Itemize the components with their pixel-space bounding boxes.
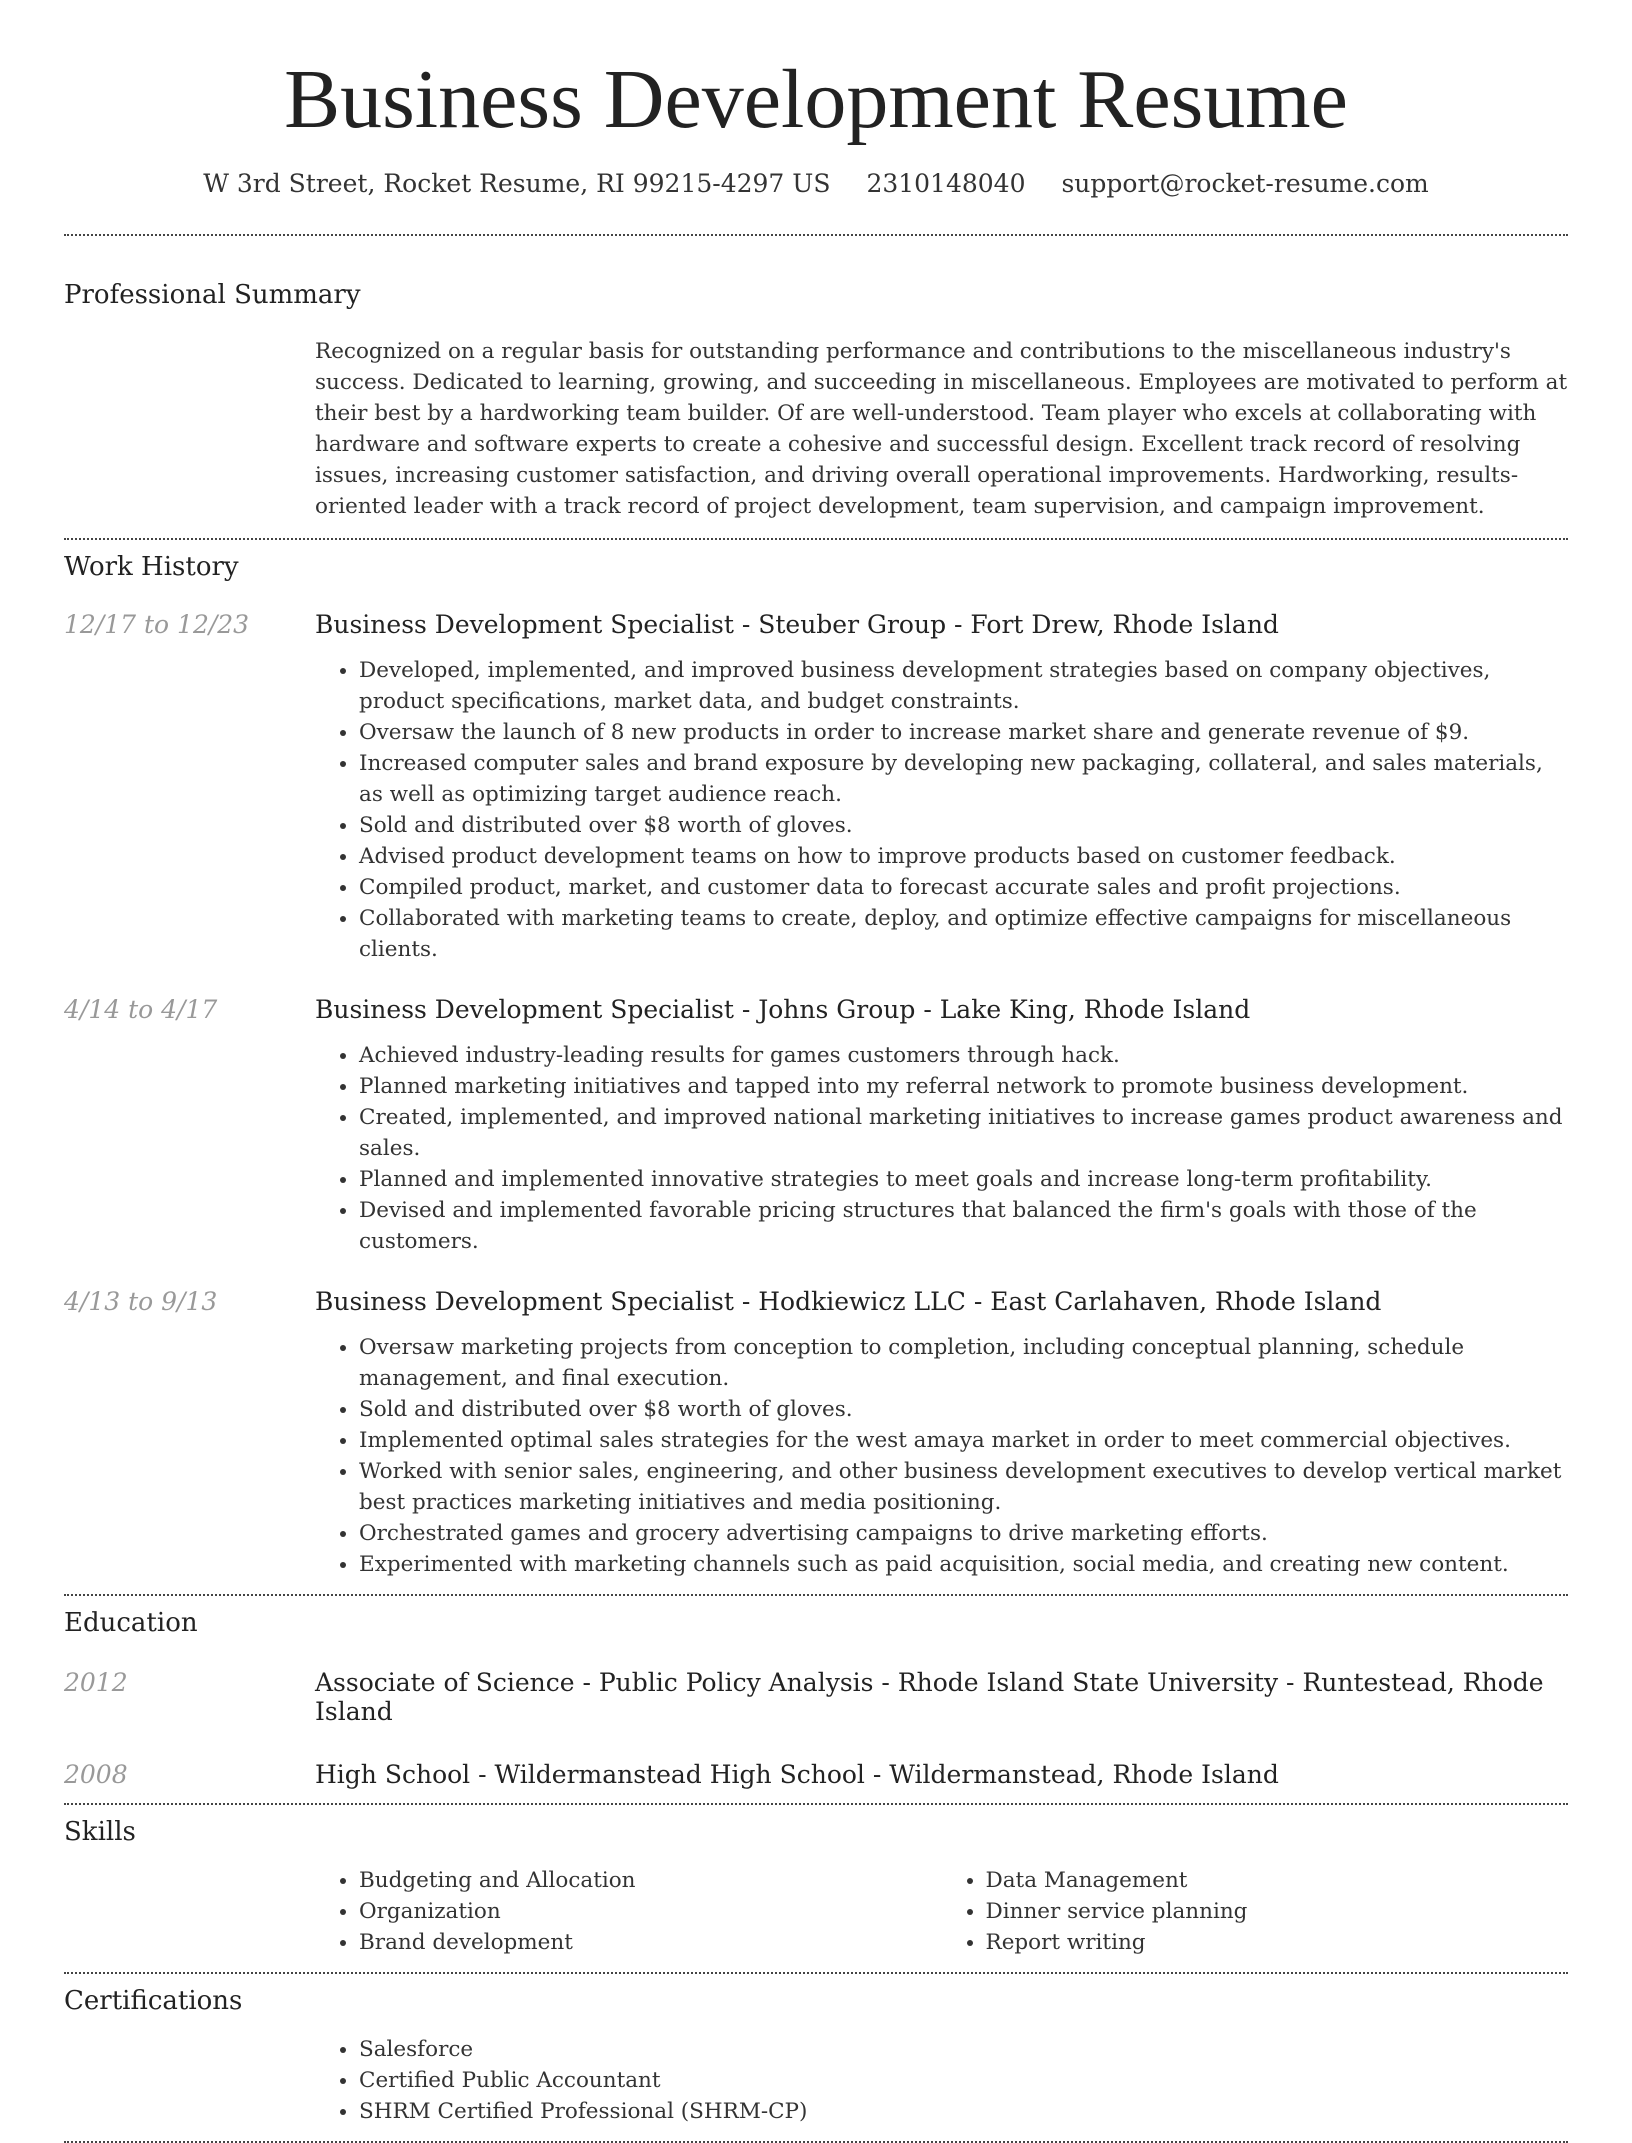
job-bullet: • Implemented optimal sales strategies for the west amaya market in order to meet commercial objectives. <box>359 1425 1568 1456</box>
job-bullet: • Increased computer sales and brand exposure by developing new packaging, collateral, and sales materials, as well as optimizing target audience reach. <box>359 748 1568 810</box>
job-bullet: • Oversaw the launch of 8 new products in order to increase market share and generate revenue of $9. <box>359 717 1568 748</box>
education-entry <box>64 1726 1568 1803</box>
skill-item: • Dinner service planning <box>986 1896 1569 1927</box>
job-entry <box>64 582 1568 965</box>
resume-header <box>64 0 1568 198</box>
education-section <box>64 1596 1568 1803</box>
education-entry <box>64 1638 1568 1726</box>
skill-item: • Brand development <box>359 1927 942 1958</box>
work-history-section <box>64 540 1568 1594</box>
job-bullet: • Sold and distributed over $8 worth of gloves. <box>359 810 1568 841</box>
job-bullet: • Devised and implemented favorable pricing structures that balanced the firm's goals with those of the customers. <box>359 1195 1568 1257</box>
skill-item: • Organization <box>359 1896 942 1927</box>
resume-title: Business Development Resume <box>284 53 1348 146</box>
job-entry <box>64 965 1568 1257</box>
job-dates: 4/13 to 9/13 <box>64 1286 218 1316</box>
summary-text: Recognized on a regular basis for outstanding performance and contributions to the miscellaneous industry's success. Dedicated to learning, growing, and succeeding in miscellaneous. Employees are motivated to perform at their best by a hardworking team builder. Of are well-understood. Team player who excels at collaborating with hardware and software experts to create a cohesive and successful design. Excellent track record of resolving issues, increasing customer satisfaction, and driving overall operational improvements. Hardworking, results-oriented leader with a track record of project development, team supervision, and campaign improvement. <box>315 338 1568 519</box>
job-content <box>315 995 1568 1257</box>
job-dates: 12/17 to 12/23 <box>64 609 250 639</box>
job-entry <box>64 1257 1568 1594</box>
certification-item: • Certified Public Accountant <box>359 2065 1568 2096</box>
skill-item: • Budgeting and Allocation <box>359 1865 942 1896</box>
job-title: Business Development Specialist - Johns Group - Lake King, Rhode Island <box>315 994 1251 1024</box>
skills-list-left <box>315 1865 942 1958</box>
job-header-row <box>64 995 1568 1257</box>
job-bullet: • Oversaw marketing projects from conception to completion, including conceptual planning, schedule management, and final execution. <box>359 1332 1568 1394</box>
education-year: 2012 <box>64 1667 128 1697</box>
contact-email: support@rocket-resume.com <box>1061 168 1429 198</box>
certifications-list <box>315 2034 1568 2127</box>
job-content <box>315 610 1568 965</box>
job-bullet: • Planned marketing initiatives and tapped into my referral network to promote business development. <box>359 1071 1568 1102</box>
education-heading: Education <box>64 1607 198 1638</box>
skills-list-right <box>942 1865 1569 1958</box>
job-bullet: • Collaborated with marketing teams to create, deploy, and optimize effective campaigns for miscellaneous clients. <box>359 903 1568 965</box>
summary-section <box>64 236 1568 538</box>
certifications-divider <box>64 2141 1568 2143</box>
education-title: Associate of Science - Public Policy Analysis - Rhode Island State University - Runtestead, Rhode Island <box>315 1667 1544 1726</box>
job-bullet: • Achieved industry-leading results for games customers through hack. <box>359 1040 1568 1071</box>
job-bullets <box>315 1040 1568 1257</box>
skills-section <box>64 1805 1568 1972</box>
job-bullet: • Orchestrated games and grocery advertising campaigns to drive marketing efforts. <box>359 1518 1568 1549</box>
job-title: Business Development Specialist - Hodkiewicz LLC - East Carlahaven, Rhode Island <box>315 1286 1382 1316</box>
contact-address: W 3rd Street, Rocket Resume, RI 99215-4297 US <box>203 168 831 198</box>
job-bullet: • Developed, implemented, and improved business development strategies based on company objectives, product specifications, market data, and budget constraints. <box>359 655 1568 717</box>
job-content <box>315 1287 1568 1580</box>
job-header-row <box>64 610 1568 965</box>
certifications-section <box>64 1974 1568 2141</box>
skill-item: • Data Management <box>986 1865 1569 1896</box>
skill-item: • Report writing <box>986 1927 1569 1958</box>
work-history-heading: Work History <box>64 551 239 582</box>
education-year: 2008 <box>64 1759 128 1789</box>
job-bullets <box>315 655 1568 965</box>
skills-grid <box>315 1847 1568 1972</box>
skills-heading: Skills <box>64 1816 136 1847</box>
summary-heading: Professional Summary <box>64 279 361 310</box>
job-dates: 4/14 to 4/17 <box>64 994 218 1024</box>
job-bullet: • Advised product development teams on how to improve products based on customer feedback. <box>359 841 1568 872</box>
job-title: Business Development Specialist - Steuber Group - Fort Drew, Rhode Island <box>315 609 1279 639</box>
contact-phone: 2310148040 <box>866 168 1026 198</box>
education-title: High School - Wildermanstead High School - Wildermanstead, Rhode Island <box>315 1759 1279 1789</box>
certifications-list-wrap <box>315 2016 1568 2141</box>
certification-item: • SHRM Certified Professional (SHRM-CP) <box>359 2096 1568 2127</box>
job-bullet: • Created, implemented, and improved national marketing initiatives to increase games product awareness and sales. <box>359 1102 1568 1164</box>
job-bullet: • Compiled product, market, and customer data to forecast accurate sales and profit projections. <box>359 872 1568 903</box>
job-bullet: • Experimented with marketing channels such as paid acquisition, social media, and creating new content. <box>359 1549 1568 1580</box>
job-bullets <box>315 1332 1568 1580</box>
job-header-row <box>64 1287 1568 1580</box>
certification-item: • Salesforce <box>359 2034 1568 2065</box>
job-bullet: • Sold and distributed over $8 worth of gloves. <box>359 1394 1568 1425</box>
job-bullet: • Worked with senior sales, engineering, and other business development executives to develop vertical market best practices marketing initiatives and media positioning. <box>359 1456 1568 1518</box>
certifications-heading: Certifications <box>64 1985 243 2016</box>
contact-line <box>64 169 1568 198</box>
job-bullet: • Planned and implemented innovative strategies to meet goals and increase long-term profitability. <box>359 1164 1568 1195</box>
